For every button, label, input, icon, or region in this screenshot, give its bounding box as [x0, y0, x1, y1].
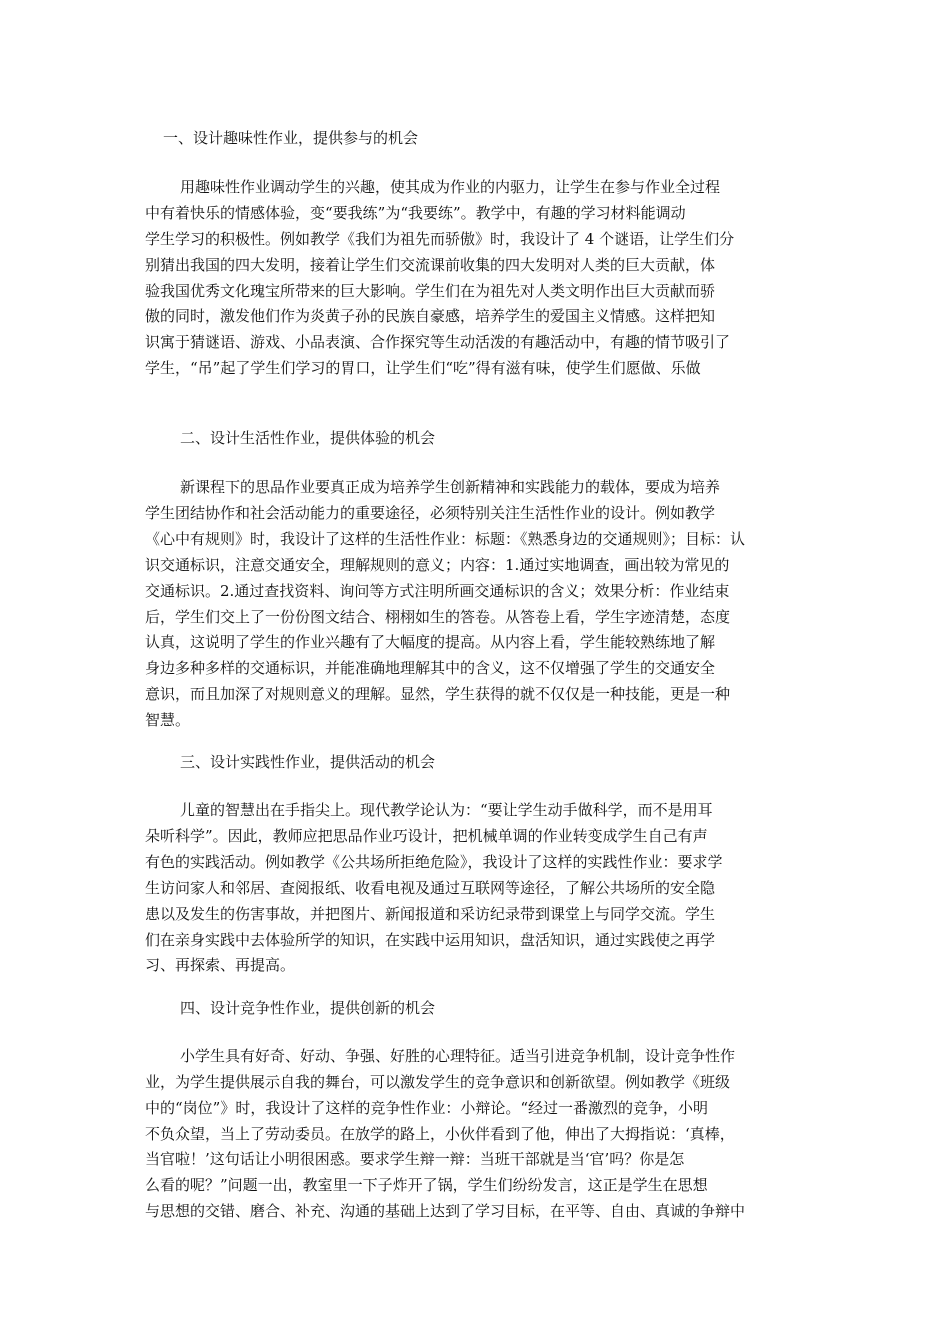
section-3-line-7: 习、再探索、再提高。	[145, 956, 296, 974]
section-2-heading: 二、设计生活性作业，提供体验的机会	[180, 429, 436, 447]
section-2-line-1: 新课程下的思品作业要真正成为培养学生创新精神和实践能力的载体，要成为培养	[180, 478, 721, 496]
section-2-line-2: 学生团结协作和社会活动能力的重要途径，必须特别关注生活性作业的设计。例如教学	[145, 504, 716, 522]
section-2-line-8: 身边多种多样的交通标识，并能准确地理解其中的含义，这不仅增强了学生的交通安全	[145, 659, 716, 677]
section-1-heading: 一、设计趣味性作业，提供参与的机会	[163, 129, 419, 147]
section-1-line-2: 中有着快乐的情感体验，变“要我练”为“我要练”。教学中，有趣的学习材料能调动	[145, 204, 686, 222]
section-1-line-8: 学生，“吊”起了学生们学习的胃口，让学生们“吃”得有滋有味，使学生们愿做、乐做	[145, 359, 701, 377]
section-3-line-5: 患以及发生的伤害事故，并把图片、新闻报道和采访纪录带到课堂上与同学交流。学生	[145, 905, 716, 923]
section-4-line-2: 业，为学生提供展示自我的舞台，可以激发学生的竞争意识和创新欲望。例如教学《班级	[145, 1073, 731, 1091]
section-2-line-4: 识交通标识，注意交通安全，理解规则的意义；内容：1.通过实地调查，画出较为常见的	[145, 556, 730, 574]
section-4-line-5: 当官啦！’这句话让小明很困惑。要求学生辩一辩：当班干部就是当‘官’吗？你是怎	[145, 1150, 685, 1168]
section-1-line-6: 傲的同时，激发他们作为炎黄子孙的民族自豪感，培养学生的爱国主义情感。这样把知	[145, 307, 716, 325]
section-2-line-9: 意识，而且加深了对规则意义的理解。显然，学生获得的就不仅仅是一种技能，更是一种	[145, 685, 731, 703]
section-1-line-1: 用趣味性作业调动学生的兴趣，使其成为作业的内驱力，让学生在参与作业全过程	[180, 178, 721, 196]
section-1-line-7: 识寓于猜谜语、游戏、小品表演、合作探究等生动活泼的有趣活动中，有趣的情节吸引了	[145, 333, 731, 351]
section-1-line-4: 别猜出我国的四大发明，接着让学生们交流课前收集的四大发明对人类的巨大贡献，体	[145, 256, 716, 274]
section-4-line-7: 与思想的交错、磨合、补充、沟通的基础上达到了学习目标，在平等、自由、真诚的争辩中	[145, 1202, 746, 1220]
section-3-line-1: 儿童的智慧出在手指尖上。现代教学论认为：“要让学生动手做科学，而不是用耳	[180, 801, 713, 819]
section-3-line-2: 朵听科学”。因此，教师应把思品作业巧设计，把机械单调的作业转变成学生自己有声	[145, 827, 708, 845]
section-4-line-4: 不负众望，当上了劳动委员。在放学的路上，小伙伴看到了他，伸出了大拇指说：‘真棒，	[145, 1125, 735, 1143]
section-2-line-3: 《心中有规则》时，我设计了这样的生活性作业：标题：《熟悉身边的交通规则》；目标：认	[145, 530, 746, 548]
section-4-line-1: 小学生具有好奇、好动、争强、好胜的心理特征。适当引进竞争机制，设计竞争性作	[180, 1047, 736, 1065]
section-3-line-4: 生访问家人和邻居、查阅报纸、收看电视及通过互联网等途径，了解公共场所的安全隐	[145, 879, 716, 897]
section-3-line-3: 有色的实践活动。例如教学《公共场所拒绝危险》，我设计了这样的实践性作业：要求学	[145, 853, 723, 871]
section-1-line-3: 学生学习的积极性。例如教学《我们为祖先而骄傲》时，我设计了 4 个谜语，让学生们分	[145, 230, 735, 248]
section-4-heading: 四、设计竞争性作业，提供创新的机会	[180, 999, 436, 1017]
section-2-line-7: 认真，这说明了学生的作业兴趣有了大幅度的提高。从内容上看，学生能较熟练地了解	[145, 633, 716, 651]
section-2-line-10: 智慧。	[145, 711, 191, 729]
section-3-heading: 三、设计实践性作业，提供活动的机会	[180, 753, 436, 771]
section-2-line-6: 后，学生们交上了一份份图文结合、栩栩如生的答卷。从答卷上看，学生字迹清楚，态度	[145, 608, 731, 626]
section-2-line-5: 交通标识。2.通过查找资料、询问等方式注明所画交通标识的含义；效果分析：作业结束	[145, 582, 730, 600]
section-1-line-5: 验我国优秀文化瑰宝所带来的巨大影响。学生们在为祖先对人类文明作出巨大贡献而骄	[145, 282, 716, 300]
section-3-line-6: 们在亲身实践中去体验所学的知识，在实践中运用知识，盘活知识，通过实践使之再学	[145, 931, 716, 949]
section-4-line-6: 么看的呢？”问题一出，教室里一下子炸开了锅，学生们纷纷发言，这正是学生在思想	[145, 1176, 708, 1194]
section-4-line-3: 中的“岗位”》时，我设计了这样的竞争性作业：小辩论。“经过一番激烈的竞争，小明	[145, 1099, 709, 1117]
